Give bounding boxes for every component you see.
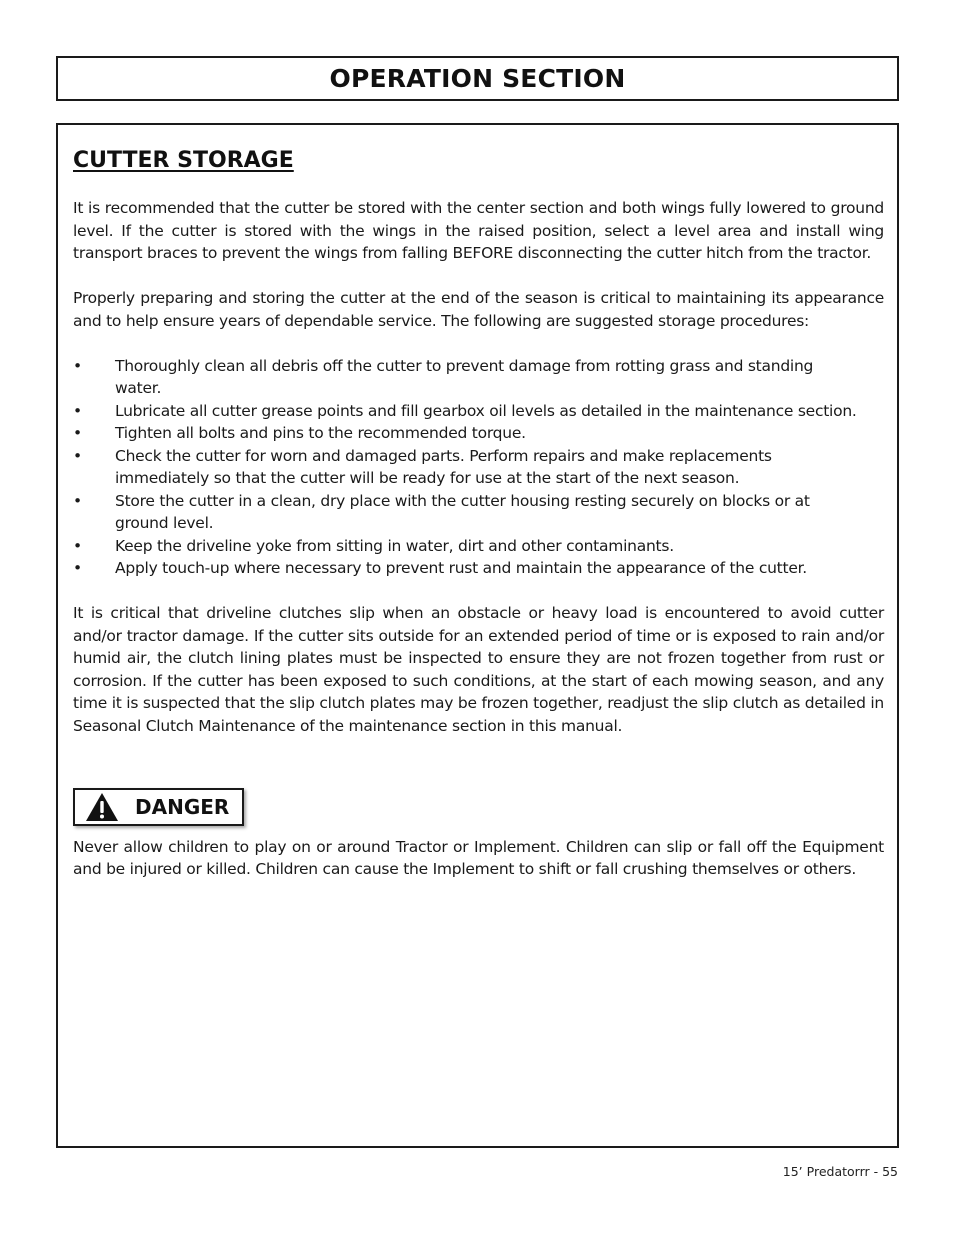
list-item: [73, 422, 860, 445]
content-box: [56, 123, 899, 1148]
page-footer: 15’ Predatorrr - 55: [782, 1164, 898, 1179]
bullet-glyph: •: [73, 356, 82, 375]
list-item-text: Thoroughly clean all debris off the cutter to prevent damage from rotting grass and standing water.: [115, 356, 814, 397]
list-item: [73, 355, 860, 400]
warning-triangle-icon: [85, 792, 119, 822]
storage-paragraph-2: Properly preparing and storing the cutter at the end of the season is critical to maintaining its appearance and to help ensure years of dependable service. The following are suggested storage procedures:: [73, 289, 884, 330]
bullet-glyph: •: [73, 536, 82, 555]
danger-text: Never allow children to play on or around Tractor or Implement. Children can slip or fall off the Equipment and be injured or killed. Children can cause the Implement to shift or fall crushing themselves or others.: [73, 837, 884, 878]
clutch-paragraph: It is critical that driveline clutches slip when an obstacle or heavy load is encountered to avoid cutter and/or tractor damage. If the cutter sits outside for an extended period of time or is exposed to rain and/or humid air, the clutch lining plates must be inspected to ensure they are not frozen together from rust or corrosion. If the cutter has been exposed to such conditions, at the start of each mowing season, and any time it is suspected that the slip clutch plates may be frozen together, readjust the slip clutch as detailed in Seasonal Clutch Maintenance of the maintenance section in this manual.: [73, 604, 884, 735]
bullet-glyph: •: [73, 491, 82, 510]
list-item: [73, 490, 860, 535]
list-item-text: Apply touch-up where necessary to prevent rust and maintain the appearance of the cutter.: [115, 559, 807, 577]
danger-badge: [73, 788, 244, 826]
section-header-box: [56, 56, 899, 101]
list-item-text: Lubricate all cutter grease points and fill gearbox oil levels as detailed in the maintenance section.: [115, 401, 857, 420]
bullet-glyph: •: [73, 446, 82, 465]
list-item: [73, 535, 860, 558]
list-item: [73, 557, 860, 580]
list-item-text: Keep the driveline yoke from sitting in water, dirt and other contaminants.: [115, 536, 674, 555]
bullet-glyph: •: [73, 401, 82, 420]
danger-label: DANGER: [135, 794, 230, 819]
content-inner: [73, 145, 884, 903]
storage-paragraph-1: It is recommended that the cutter be stored with the center section and both wings fully lowered to ground level. If the cutter is stored with the wings in the raised position, select a level area and install wing transport braces to prevent the wings from falling BEFORE disconnecting the cutter hitch from the tractor.: [73, 199, 884, 262]
bullet-glyph: •: [73, 559, 82, 577]
list-item-text: Store the cutter in a clean, dry place with the cutter housing resting securely on blocks or at ground level.: [115, 491, 810, 532]
list-item-text: Check the cutter for worn and damaged parts. Perform repairs and make replacements immediately so that the cutter will be ready for use at the start of the next season.: [115, 446, 772, 487]
list-item-text: Tighten all bolts and pins to the recommended torque.: [115, 424, 526, 442]
storage-procedure-list: [73, 355, 884, 580]
list-item: [73, 445, 860, 490]
page-title: CUTTER STORAGE: [73, 148, 294, 173]
bullet-glyph: •: [73, 424, 82, 442]
list-item: [73, 400, 860, 423]
section-header-title: OPERATION SECTION: [329, 64, 626, 93]
